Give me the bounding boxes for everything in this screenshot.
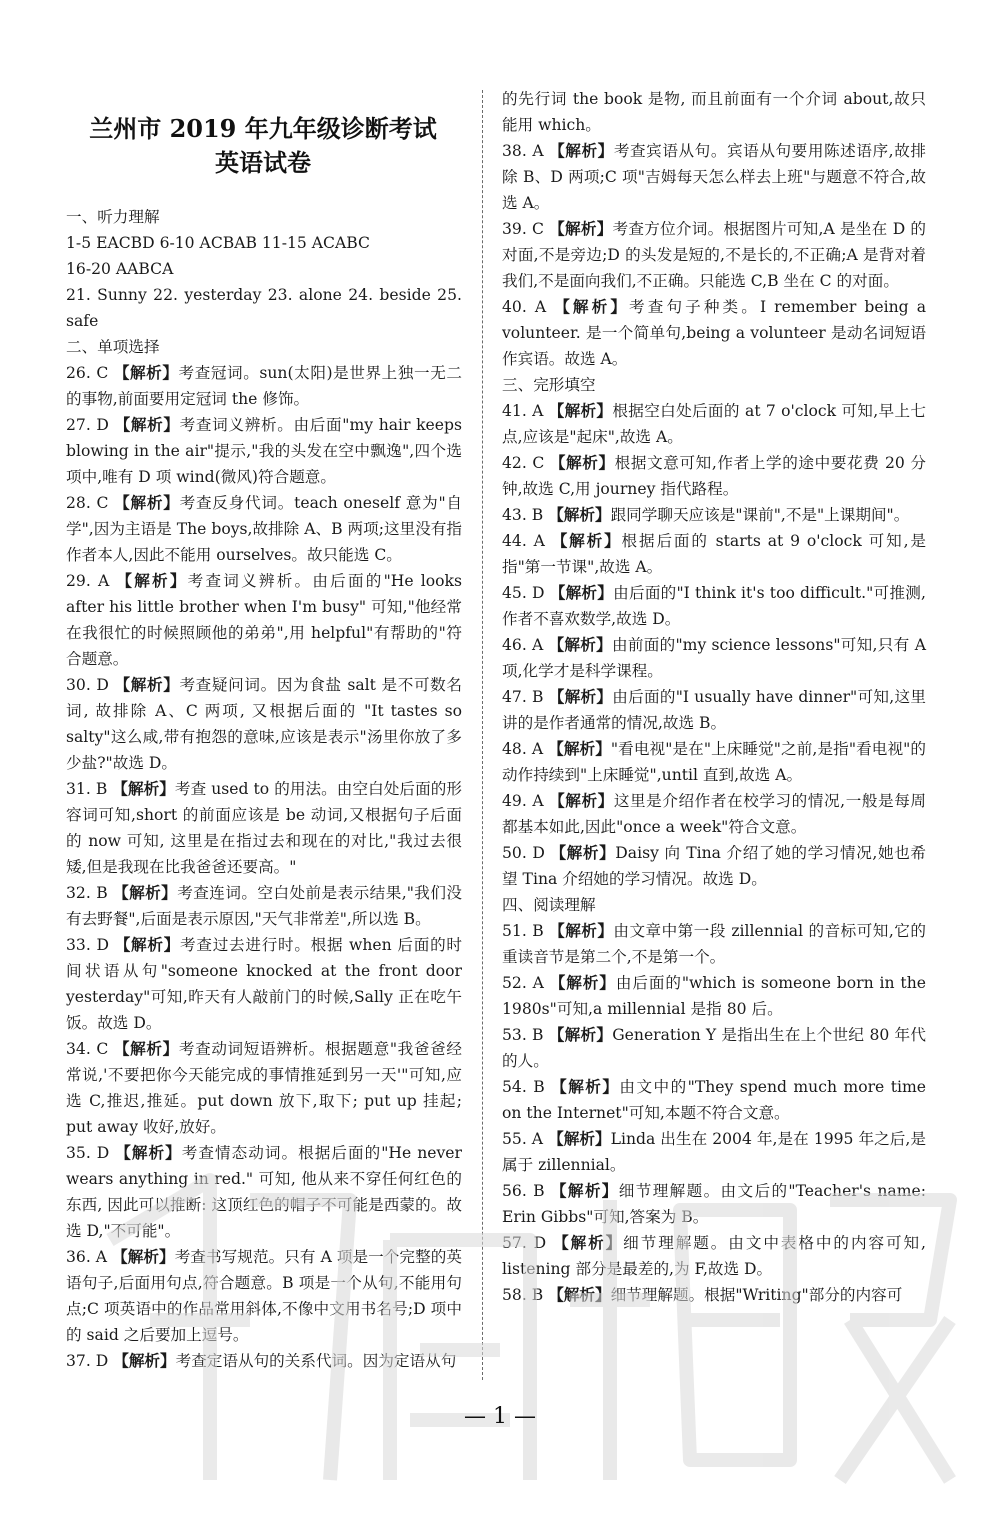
item-number: 51. B [502,922,550,940]
title-line-2: 英语试卷 [215,148,311,177]
item-explanation: 考查冠词。sun(太阳)是世界上独一无二的事物,前面要用定冠词 the 修饰。 [66,364,462,408]
answer-item [66,776,462,880]
item-number: 32. B [66,884,114,902]
answer-item [502,684,926,736]
item-number: 48. A [502,740,549,758]
column-divider [482,90,483,1380]
item-explanation: 细节理解题。由文后的"Teacher's name: Erin Gibbs"可知,答案为 B。 [502,1182,926,1226]
answer-item [502,1282,926,1308]
analysis-tag: 【解析】 [548,505,611,524]
analysis-tag: 【解析】 [550,843,616,862]
answer-line: 16-20 AABCA [66,260,174,278]
answer-item [502,1178,926,1230]
analysis-tag: 【解析】 [114,493,180,512]
answer-line: 1-5 EACBD 6-10 ACBAB 11-15 ACABC [66,234,370,252]
item-explanation: 由后面的"I think it's too difficult."可推测,作者不喜欢数学,故选 D。 [502,584,926,628]
item-explanation: 考查词义辨析。由后面"my hair keeps blowing in the air"提示,"我的头发在空中飘逸",四个选项中,唯有 D 项 wind(微风)符合题意。 [66,416,462,486]
item-explanation: 这里是介绍作者在校学习的情况,一般是每周都基本如此,因此"once a week"符合文意。 [502,792,926,836]
answer-item [502,1126,926,1178]
item-explanation: 由文章中第一段 zillennial 的音标可知,它的重读音节是第二个,不是第一个。 [502,922,926,966]
analysis-tag: 【解析】 [113,1351,176,1370]
item-number: 41. A [502,402,549,420]
item-number: 28. C [66,494,115,512]
answer-item [502,528,926,580]
answer-item [66,1348,462,1374]
answer-item [66,490,462,568]
right-column [502,86,926,1308]
item-explanation: 根据文意可知,作者上学的途中要花费 20 分钟,故选 C,用 journey 指代路程。 [502,454,926,498]
answer-item [502,970,926,1022]
analysis-tag: 【解析】 [115,1143,182,1162]
item-explanation: 由后面的"which is someone born in the 1980s"可知,a millennial 是指 80 后。 [502,974,926,1018]
item-number: 36. A [66,1248,113,1266]
item-number: 45. D [502,584,550,602]
item-number: 33. D [66,936,115,954]
item-explanation: 考查书写规范。只有 A 项是一个完整的英语句子,后面用句点,符合题意。B 项是一个从句,不能用句点;C 项英语中的作品常用斜体,不像中文用书名号;D 项中的 said 之后要加上逗号。 [66,1248,462,1344]
analysis-tag: 【解析】 [554,297,630,316]
answer-item [66,1036,462,1140]
answer-item [66,568,462,672]
analysis-tag: 【解析】 [112,779,175,798]
analysis-tag: 【解析】 [549,973,616,992]
analysis-tag: 【解析】 [550,1181,619,1200]
answer-item [502,918,926,970]
item-explanation: 考查动词短语辨析。根据题意"我爸爸经常说,'不要把你今天能完成的事情推延到另一天'"可知,应选 C,推迟,推延。put down 放下,取下; put up 挂起; put away 收好,放好。 [66,1040,462,1136]
item-explanation: Generation Y 是指出生在上个世纪 80 年代的人。 [502,1026,926,1070]
answer-item [502,736,926,788]
item-number: 57. D [502,1234,554,1252]
answer-item [66,412,462,490]
item-number: 46. A [502,636,549,654]
item-number: 44. A [502,532,552,550]
analysis-tag: 【解析】 [553,1233,624,1252]
page-title [68,112,458,180]
section-heading: 四、阅读理解 [502,896,596,914]
item-number: 26. C [66,364,114,382]
item-explanation: Daisy 向 Tina 介绍了她的学习情况,她也希望 Tina 介绍她的学习情况。故选 D。 [502,844,926,888]
analysis-tag: 【解析】 [114,675,180,694]
analysis-tag: 【解析】 [548,739,611,758]
item-explanation: 考查反身代词。teach oneself 意为"自学",因为主语是 The boys,故排除 A、B 两项;这里没有指作者本人,因此不能用 ourselves。故只能选 C。 [66,494,462,564]
item-number: 38. A [502,142,550,160]
analysis-tag: 【解析】 [549,219,613,238]
item-number: 55. A [502,1130,549,1148]
answer-item [502,294,926,372]
analysis-tag: 【解析】 [548,687,613,706]
item-number: 42. C [502,454,550,472]
analysis-tag: 【解析】 [548,635,613,654]
item-explanation: 考查方位介词。根据图片可知,A 是坐在 D 的对面,不是旁边;D 的头发是短的,不是长的,不正确;A 是背对着我们,不是面向我们,不正确。只能选 C,B 坐在 C 的对面。 [502,220,926,290]
analysis-tag: 【解析】 [549,583,614,602]
item-explanation: 由前面的"my science lessons"可知,只有 A 项,化学才是科学课程。 [502,636,926,680]
item-explanation: 根据空白处后面的 at 7 o'clock 可知,早上七点,应该是"起床",故选 A。 [502,402,926,446]
answer-item [502,502,926,528]
item-explanation: 考查过去进行时。根据 when 后面的时间状语从句"someone knocked at the front door yesterday"可知,昨天有人敲前门的时候,Sally 正在吃午饭。故选 D。 [66,936,462,1032]
item-number: 27. D [66,416,115,434]
item-explanation: 考查词义辨析。由后面的"He looks after his little brother when I'm busy" 可知,"他经常在我很忙的时候照顾他的弟弟",用 helpful"有帮助的"符合题意。 [66,572,462,668]
item-explanation: 考查 used to 的用法。由空白处后面的形容词可知,short 的前面应该是 be 动词,又根据句子后面的 now 可知, 这里是在指过去和现在的对比,"我过去很矮,但是我现在比我爸爸还要高。" [66,780,462,876]
item-number: 50. D [502,844,551,862]
item-number: 54. B [502,1078,552,1096]
item-number: 39. C [502,220,550,238]
item-explanation: 由文中的"They spend much more time on the Internet"可知,本题不符合文意。 [502,1078,926,1122]
item-explanation: Linda 出生在 2004 年,是在 1995 年之后,是属于 zillennial。 [502,1130,926,1174]
answer-item [502,450,926,502]
answer-item [502,138,926,216]
item-number: 30. D [66,676,115,694]
answer-item [66,1244,462,1348]
answer-item [502,216,926,294]
answer-item [502,398,926,450]
item-number: 47. B [502,688,549,706]
item-number: 56. B [502,1182,551,1200]
analysis-tag: 【解析】 [549,921,614,940]
item-explanation: 考查情态动词。根据后面的"He never wears anything in red." 可知, 他从来不穿任何红色的东西, 因此可以推断: 这顶红色的帽子不可能是西蒙的。故选 D,"不可能"。 [66,1144,462,1240]
item-number: 58. B [502,1286,549,1304]
analysis-tag: 【解析】 [548,401,613,420]
analysis-tag: 【解析】 [114,415,180,434]
answer-item [66,880,462,932]
item-number: 35. D [66,1144,116,1162]
page-number: — 1 — [464,1404,536,1429]
analysis-tag: 【解析】 [551,1077,620,1096]
item-explanation: "看电视"是在"上床睡觉"之前,是指"看电视"的动作持续到"上床睡觉",until 直到,故选 A。 [502,740,926,784]
analysis-tag: 【解析】 [113,883,178,902]
item-explanation: 考查句子种类。I remember being a volunteer. 是一个简单句,being a volunteer 是动名词短语作宾语。故选 A。 [502,298,926,368]
analysis-tag: 【解析】 [113,1039,179,1058]
title-line-1: 兰州市 2019 年九年级诊断考试 [89,114,437,143]
section-heading: 一、听力理解 [66,208,160,226]
answer-item [502,1022,926,1074]
item-number: 31. B [66,780,113,798]
item-explanation: 考查疑问词。因为食盐 salt 是不可数名词, 故排除 A、C 两项, 又根据后面的 "It tastes so salty"这么咸,带有抱怨的意味,应该是表示"汤里你放了多少盐?"故选 D。 [66,676,463,772]
answer-item [66,360,462,412]
analysis-tag: 【解析】 [116,571,188,590]
item-number: 40. A [502,298,555,316]
analysis-tag: 【解析】 [548,1129,611,1148]
left-column [66,204,462,1374]
answer-item [502,788,926,840]
item-number: 43. B [502,506,549,524]
section-heading: 三、完形填空 [502,376,596,394]
analysis-tag: 【解析】 [112,1247,175,1266]
answer-item [502,1074,926,1126]
analysis-tag: 【解析】 [551,531,622,550]
answer-item [66,1140,462,1244]
item-number: 37. D [66,1352,114,1370]
item-number: 53. B [502,1026,549,1044]
item-explanation: 根据后面的 starts at 9 o'clock 可知,是指"第一节课",故选 A。 [502,532,926,576]
item-explanation: 细节理解题。根据"Writing"部分的内容可 [610,1286,903,1304]
item-number: 29. A [66,572,117,590]
answer-item [502,1230,926,1282]
item-explanation: 由后面的"I usually have dinner"可知,这里讲的是作者通常的情况,故选 B。 [502,688,926,732]
item-number: 34. C [66,1040,114,1058]
item-explanation: 考查连词。空白处前是表示结果,"我们没有去野餐",后面是表示原因,"天气非常差",所以选 B。 [66,884,462,928]
answer-item [66,672,462,776]
item-number: 52. A [502,974,550,992]
answer-item [502,840,926,892]
answer-item [502,632,926,684]
analysis-tag: 【解析】 [549,141,614,160]
item-explanation: 跟同学聊天应该是"课前",不是"上课期间"。 [610,506,910,524]
item-explanation: 细节理解题。由文中表格中的内容可知, listening 部分是最差的,为 F,故选 D。 [502,1234,926,1278]
analysis-tag: 【解析】 [549,791,614,810]
analysis-tag: 【解析】 [549,453,615,472]
section-heading: 二、单项选择 [66,338,160,356]
answer-item [502,580,926,632]
answer-line: 21. Sunny 22. yesterday 23. alone 24. beside 25. safe [66,286,462,330]
analysis-tag: 【解析】 [548,1025,613,1044]
answer-item [66,932,462,1036]
analysis-tag: 【解析】 [114,935,181,954]
item-number: 49. A [502,792,550,810]
analysis-tag: 【解析】 [113,363,179,382]
item-explanation: 考查定语从句的关系代词。因为定语从句 [175,1352,457,1370]
analysis-tag: 【解析】 [548,1285,611,1304]
answer-line: 的先行词 the book 是物, 而且前面有一个介词 about,故只能用 which。 [502,90,926,134]
item-explanation: 考查宾语从句。宾语从句要用陈述语序,故排除 B、D 两项;C 项"吉姆每天怎么样去上班"与题意不符合,故选 A。 [502,142,926,212]
